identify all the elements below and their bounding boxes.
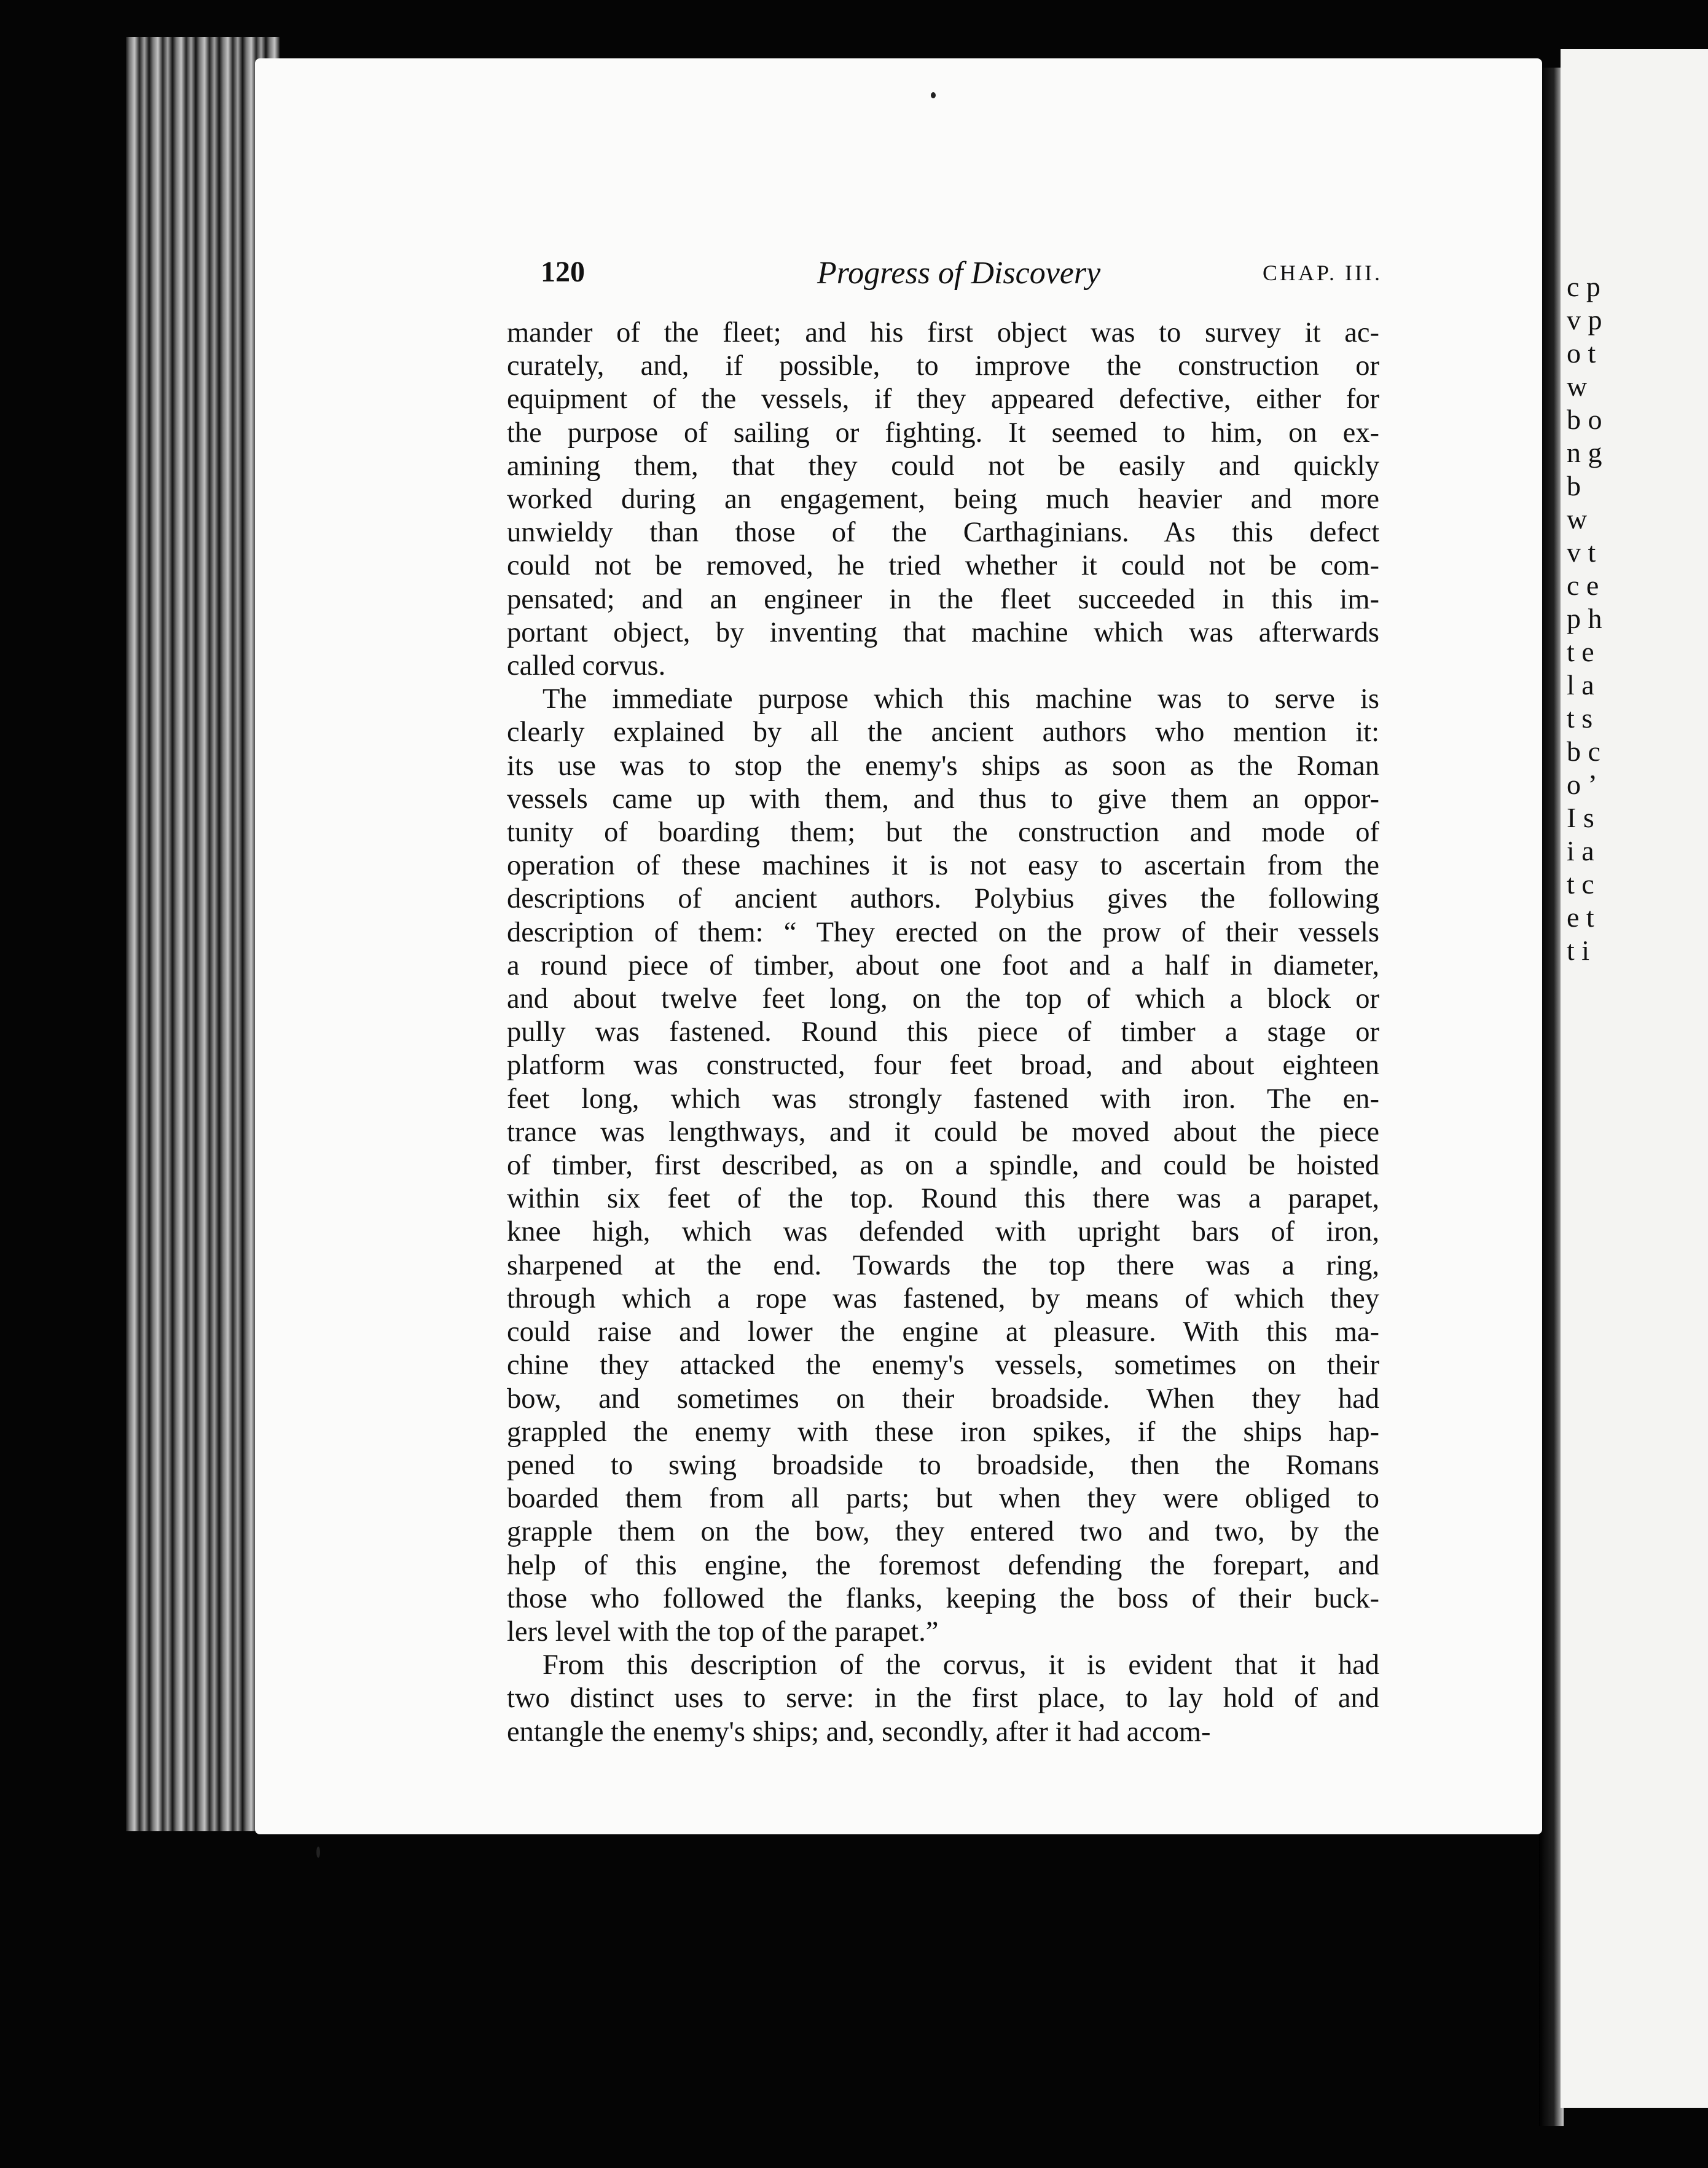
text-line: trance was lengthways, and it could be moved about the piece bbox=[507, 1116, 1379, 1148]
text-line: worked during an engagement, being much heavier and more bbox=[507, 484, 1379, 516]
running-head bbox=[535, 255, 1401, 298]
text-line: mander of the fleet; and his first object was to survey it ac- bbox=[507, 317, 1379, 348]
text-line: unwieldy than those of the Carthaginians. As this defect bbox=[507, 517, 1379, 549]
text-line: descriptions of ancient authors. Polybius gives the following bbox=[507, 883, 1379, 915]
ink-speck bbox=[931, 92, 936, 98]
text-line: platform was constructed, four feet broad, and about eighteen bbox=[507, 1050, 1379, 1082]
text-line: two distinct uses to serve: in the first place, to lay hold of and bbox=[507, 1683, 1379, 1714]
ink-speck bbox=[316, 1847, 320, 1858]
text-line: boarded them from all parts; but when they were obliged to bbox=[507, 1483, 1379, 1515]
page-number: 120 bbox=[541, 256, 585, 288]
text-line: its use was to stop the enemy's ships as soon as the Roman bbox=[507, 750, 1379, 782]
text-line: could not be removed, he tried whether it could not be com- bbox=[507, 550, 1379, 582]
text-line: could raise and lower the engine at pleasure. With this ma- bbox=[507, 1316, 1379, 1348]
text-line: vessels came up with them, and thus to give them an oppor- bbox=[507, 783, 1379, 815]
text-line: called corvus. bbox=[507, 650, 666, 682]
text-line: equipment of the vessels, if they appeared defective, either for bbox=[507, 383, 1379, 415]
text-line: curately, and, if possible, to improve the construction or bbox=[507, 350, 1379, 382]
text-line: those who followed the flanks, keeping the boss of their buck- bbox=[507, 1582, 1379, 1614]
text-line: within six feet of the top. Round this there was a parapet, bbox=[507, 1183, 1379, 1215]
text-line: pened to swing broadside to broadside, then the Romans bbox=[507, 1449, 1379, 1481]
adjacent-page bbox=[1561, 49, 1708, 2108]
adjacent-page-letters: c p v p o t w b o n g b w v t c e p h t e l a t s b c o ’ I s i a t c e t t i bbox=[1567, 271, 1602, 966]
text-line: clearly explained by all the ancient authors who mention it: bbox=[507, 717, 1379, 748]
text-line: of timber, first described, as on a spindle, and could be hoisted bbox=[507, 1150, 1379, 1182]
text-line: the purpose of sailing or fighting. It seemed to him, on ex- bbox=[507, 417, 1379, 449]
text-line: sharpened at the end. Towards the top there was a ring, bbox=[507, 1249, 1379, 1281]
text-line: pensated; and an engineer in the fleet succeeded in this im- bbox=[507, 583, 1379, 615]
text-line: pully was fastened. Round this piece of timber a stage or bbox=[507, 1016, 1379, 1048]
text-line: entangle the enemy's ships; and, secondly, after it had accom- bbox=[507, 1716, 1211, 1748]
text-line: amining them, that they could not be easily and quickly bbox=[507, 450, 1379, 482]
text-line: help of this engine, the foremost defending the forepart, and bbox=[507, 1549, 1379, 1581]
paragraph bbox=[507, 683, 1379, 1649]
text-line: bow, and sometimes on their broadside. When they had bbox=[507, 1383, 1379, 1415]
body-text bbox=[507, 316, 1379, 1749]
paragraph bbox=[507, 1649, 1379, 1749]
text-line: grappled the enemy with these iron spikes, if the ships hap- bbox=[507, 1416, 1379, 1448]
text-line: through which a rope was fastened, by means of which they bbox=[507, 1282, 1379, 1314]
text-line: operation of these machines it is not easy to ascertain from the bbox=[507, 850, 1379, 882]
text-line: portant object, by inventing that machine which was afterwards bbox=[507, 616, 1379, 648]
text-line: chine they attacked the enemy's vessels, sometimes on their bbox=[507, 1349, 1379, 1381]
text-line: From this description of the corvus, it is evident that it had bbox=[543, 1649, 1379, 1681]
text-line: a round piece of timber, about one foot and a half in diameter, bbox=[507, 949, 1379, 981]
book-gutter bbox=[1539, 68, 1564, 2126]
text-line: The immediate purpose which this machine was to serve is bbox=[543, 683, 1379, 715]
paragraph bbox=[507, 316, 1379, 683]
text-line: description of them: “ They erected on the prow of their vessels bbox=[507, 916, 1379, 948]
text-line: feet long, which was strongly fastened with iron. The en- bbox=[507, 1083, 1379, 1115]
running-title: Progress of Discovery bbox=[817, 256, 1101, 291]
text-line: grapple them on the bow, they entered two and two, by the bbox=[507, 1516, 1379, 1548]
text-line: tunity of boarding them; but the construction and mode of bbox=[507, 817, 1379, 849]
text-line: lers level with the top of the parapet.” bbox=[507, 1616, 939, 1648]
text-line: knee high, which was defended with upright bars of iron, bbox=[507, 1216, 1379, 1248]
chapter-label: CHAP. III. bbox=[1262, 261, 1382, 285]
text-line: and about twelve feet long, on the top of which a block or bbox=[507, 983, 1379, 1015]
